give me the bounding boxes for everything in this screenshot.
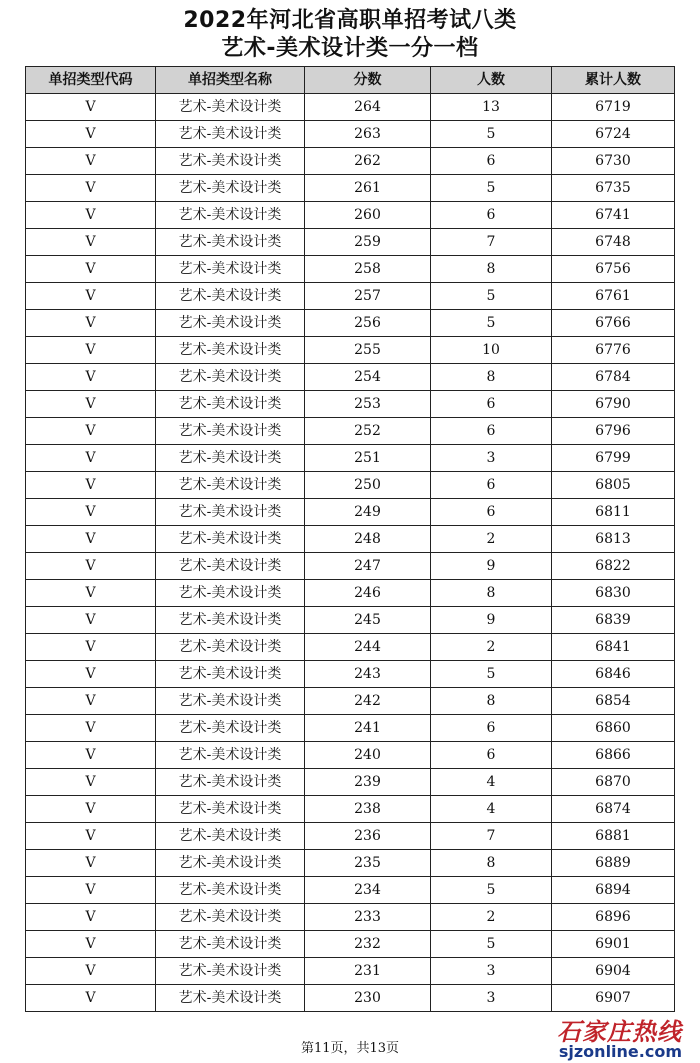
cell-type-name: 艺术-美术设计类 — [156, 634, 305, 661]
cell-type-code: V — [26, 337, 156, 364]
cell-cumulative: 6790 — [552, 391, 675, 418]
table-row — [26, 310, 675, 337]
cell-cumulative: 6904 — [552, 958, 675, 985]
cell-count: 3 — [431, 985, 552, 1012]
table-row — [26, 229, 675, 256]
cell-count: 5 — [431, 121, 552, 148]
watermark-name: 石家庄热线 — [557, 1018, 682, 1046]
table-row — [26, 472, 675, 499]
cell-type-code: V — [26, 256, 156, 283]
cell-type-code: V — [26, 877, 156, 904]
cell-type-name: 艺术-美术设计类 — [156, 580, 305, 607]
cell-type-code: V — [26, 283, 156, 310]
cell-cumulative: 6860 — [552, 715, 675, 742]
cell-type-name: 艺术-美术设计类 — [156, 769, 305, 796]
table-row — [26, 337, 675, 364]
table-row — [26, 985, 675, 1012]
cell-type-code: V — [26, 769, 156, 796]
cell-count: 9 — [431, 553, 552, 580]
cell-type-code: V — [26, 553, 156, 580]
cell-score: 250 — [305, 472, 431, 499]
table-row — [26, 94, 675, 121]
cell-score: 259 — [305, 229, 431, 256]
cell-score: 231 — [305, 958, 431, 985]
cell-type-code: V — [26, 850, 156, 877]
cell-type-code: V — [26, 634, 156, 661]
table-row — [26, 553, 675, 580]
cell-cumulative: 6756 — [552, 256, 675, 283]
cell-score: 232 — [305, 931, 431, 958]
cell-cumulative: 6866 — [552, 742, 675, 769]
cell-cumulative: 6796 — [552, 418, 675, 445]
cell-type-name: 艺术-美术设计类 — [156, 283, 305, 310]
cell-score: 249 — [305, 499, 431, 526]
cell-score: 243 — [305, 661, 431, 688]
cell-score: 256 — [305, 310, 431, 337]
cell-count: 10 — [431, 337, 552, 364]
cell-score: 257 — [305, 283, 431, 310]
cell-type-code: V — [26, 688, 156, 715]
cell-score: 255 — [305, 337, 431, 364]
cell-cumulative: 6766 — [552, 310, 675, 337]
cell-count: 6 — [431, 715, 552, 742]
cell-count: 6 — [431, 499, 552, 526]
cell-type-code: V — [26, 364, 156, 391]
table-row — [26, 526, 675, 553]
cell-type-code: V — [26, 526, 156, 553]
cell-cumulative: 6813 — [552, 526, 675, 553]
cell-count: 7 — [431, 229, 552, 256]
cell-score: 235 — [305, 850, 431, 877]
table-row — [26, 121, 675, 148]
cell-score: 247 — [305, 553, 431, 580]
cell-score: 241 — [305, 715, 431, 742]
cell-type-code: V — [26, 985, 156, 1012]
cell-count: 9 — [431, 607, 552, 634]
cell-type-code: V — [26, 742, 156, 769]
cell-type-code: V — [26, 931, 156, 958]
cell-score: 254 — [305, 364, 431, 391]
table-row — [26, 202, 675, 229]
cell-score: 260 — [305, 202, 431, 229]
cell-type-code: V — [26, 202, 156, 229]
cell-type-name: 艺术-美术设计类 — [156, 202, 305, 229]
cell-type-name: 艺术-美术设计类 — [156, 391, 305, 418]
cell-type-name: 艺术-美术设计类 — [156, 877, 305, 904]
cell-type-code: V — [26, 472, 156, 499]
cell-count: 5 — [431, 283, 552, 310]
header-cumulative: 累计人数 — [552, 67, 675, 94]
cell-cumulative: 6889 — [552, 850, 675, 877]
table-row — [26, 175, 675, 202]
cell-cumulative: 6730 — [552, 148, 675, 175]
cell-type-name: 艺术-美术设计类 — [156, 715, 305, 742]
cell-cumulative: 6839 — [552, 607, 675, 634]
cell-type-name: 艺术-美术设计类 — [156, 526, 305, 553]
cell-cumulative: 6822 — [552, 553, 675, 580]
cell-score: 264 — [305, 94, 431, 121]
cell-score: 252 — [305, 418, 431, 445]
cell-count: 8 — [431, 256, 552, 283]
cell-type-code: V — [26, 148, 156, 175]
cell-count: 2 — [431, 904, 552, 931]
header-type-name: 单招类型名称 — [156, 67, 305, 94]
cell-count: 4 — [431, 769, 552, 796]
cell-score: 244 — [305, 634, 431, 661]
cell-type-code: V — [26, 499, 156, 526]
cell-cumulative: 6830 — [552, 580, 675, 607]
table-row — [26, 796, 675, 823]
page-footer: 第11页，共13页 — [300, 1041, 400, 1056]
cell-type-code: V — [26, 958, 156, 985]
cell-type-code: V — [26, 94, 156, 121]
table-row — [26, 661, 675, 688]
table-row — [26, 256, 675, 283]
cell-type-name: 艺术-美术设计类 — [156, 418, 305, 445]
cell-cumulative: 6776 — [552, 337, 675, 364]
cell-type-code: V — [26, 607, 156, 634]
header-score: 分数 — [305, 67, 431, 94]
cell-type-code: V — [26, 175, 156, 202]
table-row — [26, 148, 675, 175]
cell-type-name: 艺术-美术设计类 — [156, 121, 305, 148]
cell-type-name: 艺术-美术设计类 — [156, 607, 305, 634]
cell-cumulative: 6870 — [552, 769, 675, 796]
table-row — [26, 877, 675, 904]
cell-cumulative: 6881 — [552, 823, 675, 850]
cell-type-name: 艺术-美术设计类 — [156, 148, 305, 175]
cell-cumulative: 6846 — [552, 661, 675, 688]
table-row — [26, 607, 675, 634]
header-count: 人数 — [431, 67, 552, 94]
cell-type-name: 艺术-美术设计类 — [156, 661, 305, 688]
cell-cumulative: 6761 — [552, 283, 675, 310]
cell-cumulative: 6854 — [552, 688, 675, 715]
cell-type-code: V — [26, 580, 156, 607]
cell-type-name: 艺术-美术设计类 — [156, 175, 305, 202]
cell-count: 6 — [431, 148, 552, 175]
cell-count: 7 — [431, 823, 552, 850]
cell-score: 246 — [305, 580, 431, 607]
cell-cumulative: 6901 — [552, 931, 675, 958]
cell-score: 239 — [305, 769, 431, 796]
cell-type-name: 艺术-美术设计类 — [156, 850, 305, 877]
cell-type-name: 艺术-美术设计类 — [156, 94, 305, 121]
cell-type-code: V — [26, 904, 156, 931]
cell-type-name: 艺术-美术设计类 — [156, 472, 305, 499]
cell-type-code: V — [26, 418, 156, 445]
cell-count: 5 — [431, 661, 552, 688]
table-row — [26, 958, 675, 985]
site-watermark-logo — [532, 1012, 682, 1060]
cell-type-code: V — [26, 121, 156, 148]
cell-type-name: 艺术-美术设计类 — [156, 364, 305, 391]
cell-cumulative: 6874 — [552, 796, 675, 823]
cell-type-name: 艺术-美术设计类 — [156, 931, 305, 958]
cell-count: 3 — [431, 958, 552, 985]
cell-cumulative: 6799 — [552, 445, 675, 472]
table-row — [26, 364, 675, 391]
table-row — [26, 391, 675, 418]
cell-cumulative: 6724 — [552, 121, 675, 148]
cell-score: 261 — [305, 175, 431, 202]
cell-score: 262 — [305, 148, 431, 175]
cell-cumulative: 6907 — [552, 985, 675, 1012]
cell-count: 3 — [431, 445, 552, 472]
cell-type-name: 艺术-美术设计类 — [156, 337, 305, 364]
cell-count: 5 — [431, 310, 552, 337]
cell-count: 5 — [431, 877, 552, 904]
cell-score: 258 — [305, 256, 431, 283]
cell-count: 8 — [431, 850, 552, 877]
table-row — [26, 823, 675, 850]
cell-count: 6 — [431, 202, 552, 229]
cell-type-name: 艺术-美术设计类 — [156, 958, 305, 985]
table-row — [26, 850, 675, 877]
cell-score: 253 — [305, 391, 431, 418]
cell-count: 8 — [431, 580, 552, 607]
watermark-url: sjzonline.com — [558, 1042, 682, 1061]
table-row — [26, 688, 675, 715]
cell-count: 5 — [431, 931, 552, 958]
cell-count: 6 — [431, 418, 552, 445]
table-row — [26, 715, 675, 742]
cell-type-code: V — [26, 715, 156, 742]
cell-type-name: 艺术-美术设计类 — [156, 445, 305, 472]
cell-type-name: 艺术-美术设计类 — [156, 985, 305, 1012]
cell-score: 240 — [305, 742, 431, 769]
cell-score: 242 — [305, 688, 431, 715]
cell-count: 8 — [431, 688, 552, 715]
cell-cumulative: 6894 — [552, 877, 675, 904]
cell-cumulative: 6841 — [552, 634, 675, 661]
cell-cumulative: 6811 — [552, 499, 675, 526]
cell-type-code: V — [26, 661, 156, 688]
cell-type-code: V — [26, 310, 156, 337]
cell-type-name: 艺术-美术设计类 — [156, 256, 305, 283]
cell-type-name: 艺术-美术设计类 — [156, 229, 305, 256]
cell-type-code: V — [26, 391, 156, 418]
cell-count: 6 — [431, 472, 552, 499]
cell-count: 2 — [431, 634, 552, 661]
cell-score: 230 — [305, 985, 431, 1012]
cell-count: 4 — [431, 796, 552, 823]
cell-count: 6 — [431, 391, 552, 418]
cell-score: 233 — [305, 904, 431, 931]
cell-count: 5 — [431, 175, 552, 202]
cell-type-name: 艺术-美术设计类 — [156, 823, 305, 850]
cell-cumulative: 6784 — [552, 364, 675, 391]
cell-score: 236 — [305, 823, 431, 850]
cell-score: 234 — [305, 877, 431, 904]
cell-type-name: 艺术-美术设计类 — [156, 742, 305, 769]
cell-score: 251 — [305, 445, 431, 472]
cell-score: 263 — [305, 121, 431, 148]
cell-count: 6 — [431, 742, 552, 769]
document-title: 2022年河北省高职单招考试八类 — [183, 8, 517, 33]
table-row — [26, 283, 675, 310]
cell-type-code: V — [26, 229, 156, 256]
cell-cumulative: 6719 — [552, 94, 675, 121]
header-type-code: 单招类型代码 — [26, 67, 156, 94]
table-row — [26, 634, 675, 661]
table-row — [26, 769, 675, 796]
table-row — [26, 580, 675, 607]
table-row — [26, 904, 675, 931]
cell-cumulative: 6805 — [552, 472, 675, 499]
table-header-row — [26, 67, 675, 94]
cell-count: 8 — [431, 364, 552, 391]
cell-cumulative: 6735 — [552, 175, 675, 202]
cell-type-name: 艺术-美术设计类 — [156, 796, 305, 823]
cell-type-name: 艺术-美术设计类 — [156, 688, 305, 715]
cell-type-code: V — [26, 823, 156, 850]
table-row — [26, 931, 675, 958]
document-subtitle: 艺术-美术设计类一分一档 — [221, 36, 479, 61]
table-row — [26, 445, 675, 472]
cell-type-name: 艺术-美术设计类 — [156, 904, 305, 931]
table-row — [26, 418, 675, 445]
cell-type-name: 艺术-美术设计类 — [156, 310, 305, 337]
cell-score: 238 — [305, 796, 431, 823]
cell-score: 248 — [305, 526, 431, 553]
cell-type-code: V — [26, 796, 156, 823]
score-table — [25, 66, 675, 1012]
table-row — [26, 742, 675, 769]
table-row — [26, 499, 675, 526]
cell-cumulative: 6741 — [552, 202, 675, 229]
table-body — [26, 94, 675, 1012]
cell-count: 2 — [431, 526, 552, 553]
cell-type-name: 艺术-美术设计类 — [156, 499, 305, 526]
cell-cumulative: 6896 — [552, 904, 675, 931]
cell-count: 13 — [431, 94, 552, 121]
cell-type-code: V — [26, 445, 156, 472]
cell-cumulative: 6748 — [552, 229, 675, 256]
cell-score: 245 — [305, 607, 431, 634]
cell-type-name: 艺术-美术设计类 — [156, 553, 305, 580]
